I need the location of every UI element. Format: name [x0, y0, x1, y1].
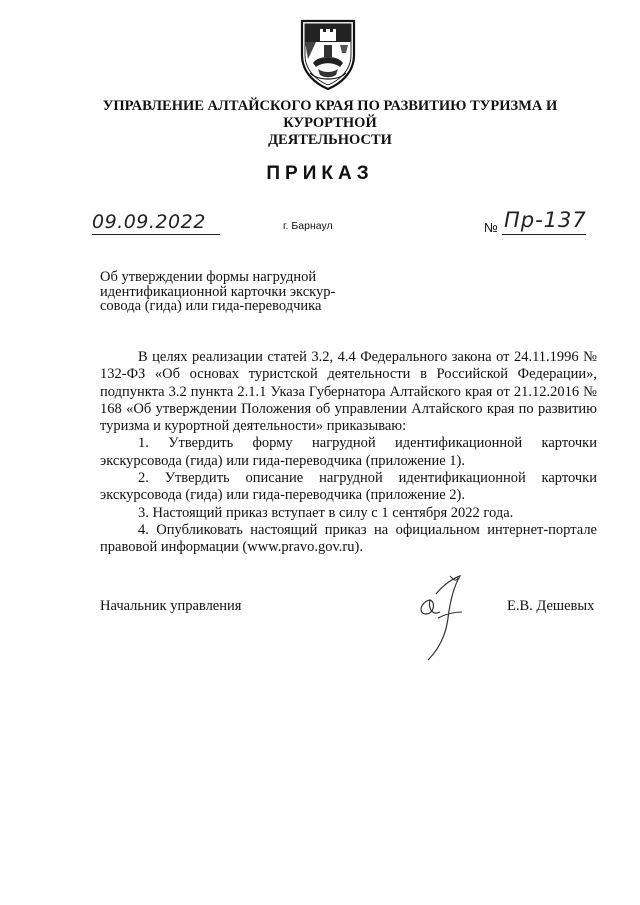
- order-date-value: 09.09.2022: [92, 211, 206, 233]
- organization-name-line2: ДЕЯТЕЛЬНОСТИ: [268, 132, 392, 148]
- city-label: г. Барнаул: [283, 220, 333, 232]
- subject-line2: идентификационной карточки экскур-: [100, 283, 336, 300]
- body-item-2: 2. Утвердить описание нагрудной идентификационной карточки экскурсовода (гида) или гида-переводчика (приложение 2).: [100, 470, 597, 504]
- organization-name: [80, 98, 580, 149]
- signer-title: Начальник управления: [100, 598, 242, 614]
- handwritten-signature-icon: [410, 572, 472, 664]
- subject-line1: Об утверждении формы нагрудной: [100, 269, 317, 285]
- order-number: [484, 208, 594, 236]
- order-body: [100, 349, 597, 557]
- document-type-title: ПРИКАЗ: [266, 163, 374, 184]
- order-number-value: Пр-137: [504, 208, 587, 232]
- signer-name: Е.В. Дешевых: [507, 598, 595, 614]
- order-date: [92, 211, 220, 235]
- body-preamble: В целях реализации статей 3.2, 4.4 Федерального закона от 24.11.1996 № 132-ФЗ «Об основах туристской деятельности в Российской Федерации», подпункта 3.2 пункта 2.1.1 Указа Губернатора Алтайского края от 21.12.2016 № 168 «Об утверждении Положения об управлении Алтайского края по развитию туризма и курортной деятельности» приказываю:: [100, 349, 597, 435]
- body-item-3: 3. Настоящий приказ вступает в силу с 1 сентября 2022 года.: [138, 504, 514, 521]
- body-item-4: 4. Опубликовать настоящий приказ на официальном интернет-портале правовой информации (www.pravo.gov.ru).: [100, 521, 597, 556]
- organization-name-line1: УПРАВЛЕНИЕ АЛТАЙСКОГО КРАЯ ПО РАЗВИТИЮ ТУРИЗМА И КУРОРТНОЙ: [102, 98, 558, 131]
- number-underline: [502, 234, 586, 235]
- date-underline: [92, 234, 220, 235]
- body-item-1: 1. Утвердить форму нагрудной идентификационной карточки экскурсовода (гида) или гида-переводчика (приложение 1).: [100, 435, 597, 469]
- altai-krai-coat-of-arms-icon: [296, 15, 360, 91]
- order-subject: [100, 270, 360, 314]
- subject-line3: совода (гида) или гида-переводчика: [100, 298, 322, 314]
- number-sign: №: [484, 220, 498, 235]
